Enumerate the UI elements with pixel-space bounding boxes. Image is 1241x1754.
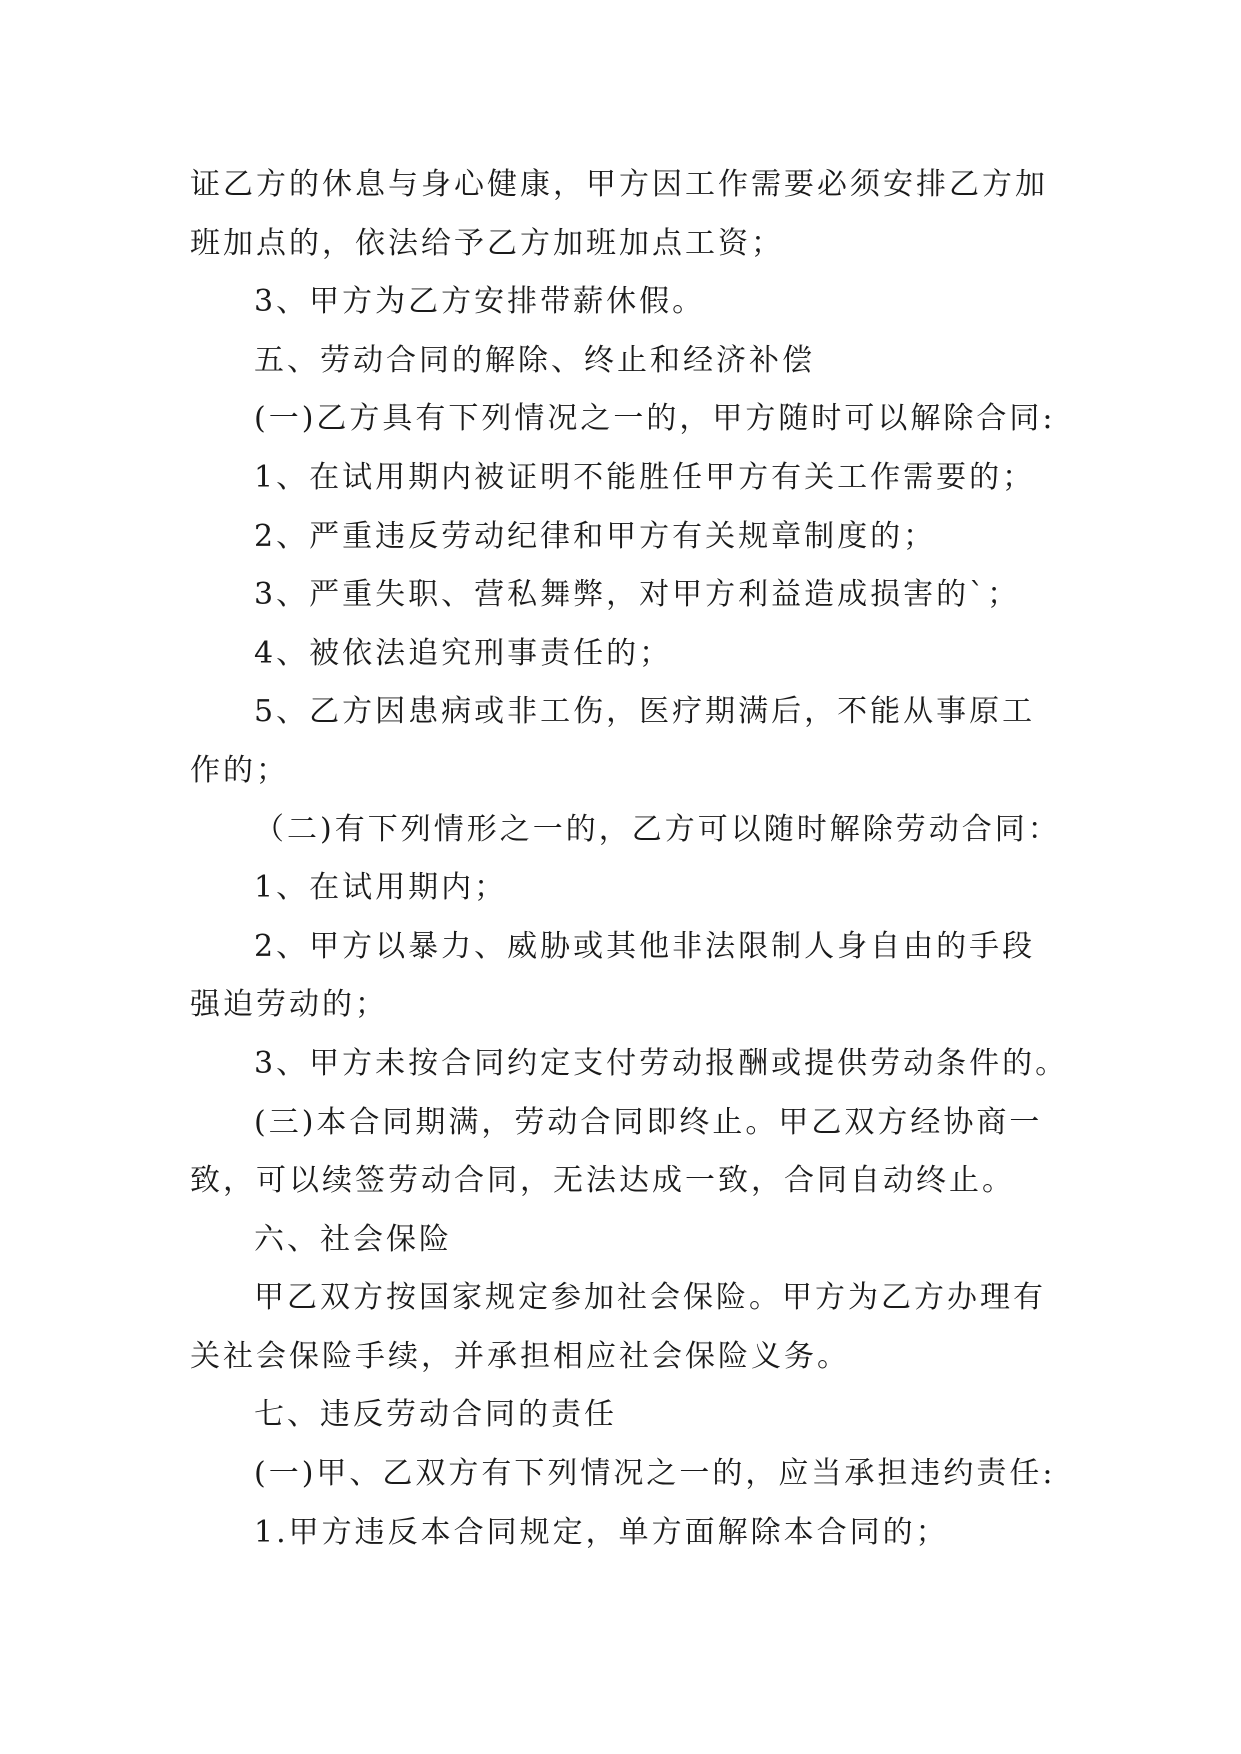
text-line: (一)甲、乙双方有下列情况之一的，应当承担违约责任: <box>254 1456 1056 1492</box>
text-line: （二)有下列情形之一的，乙方可以随时解除劳动合同： <box>254 811 1061 847</box>
text-line: 作的； <box>190 752 289 788</box>
contract-text-body <box>190 156 1070 1562</box>
text-line: 六、社会保险 <box>254 1221 452 1257</box>
text-line: 关社会保险手续，并承担相应社会保险义务。 <box>190 1338 850 1374</box>
text-line: 强迫劳动的； <box>190 987 388 1023</box>
text-line: (三)本合同期满，劳动合同即终止。甲乙双方经协商一 <box>254 1104 1043 1140</box>
text-line: (一)乙方具有下列情况之一的，甲方随时可以解除合同: <box>254 401 1056 437</box>
text-line: 5、乙方因患病或非工伤，医疗期满后，不能从事原工 <box>254 694 1036 730</box>
text-line: 4、被依法追究刑事责任的； <box>254 635 673 671</box>
text-line: 2、甲方以暴力、威胁或其他非法限制人身自由的手段 <box>254 928 1036 964</box>
text-line: 甲乙双方按国家规定参加社会保险。甲方为乙方办理有 <box>254 1280 1046 1316</box>
text-line: 班加点的，依法给予乙方加班加点工资； <box>190 225 784 261</box>
text-line: 2、严重违反劳动纪律和甲方有关规章制度的； <box>254 518 937 554</box>
text-line: 致，可以续签劳动合同，无法达成一致，合同自动终止。 <box>190 1163 1015 1199</box>
text-line: 七、违反劳动合同的责任 <box>254 1397 617 1433</box>
text-line: 证乙方的休息与身心健康，甲方因工作需要必须安排乙方加 <box>190 167 1048 202</box>
text-line: 3、甲方为乙方安排带薪休假。 <box>254 284 706 320</box>
text-line: 1、在试用期内； <box>254 870 508 906</box>
text-line: 1.甲方违反本合同规定，单方面解除本合同的； <box>254 1514 949 1550</box>
text-line: 五、劳动合同的解除、终止和经济补偿 <box>254 342 815 378</box>
text-line: 3、甲方未按合同约定支付劳动报酬或提供劳动条件的。 <box>254 1045 1069 1081</box>
text-line: 1、在试用期内被证明不能胜任甲方有关工作需要的； <box>254 459 1036 495</box>
text-line: 3、严重失职、营私舞弊，对甲方利益造成损害的`； <box>254 577 1021 613</box>
